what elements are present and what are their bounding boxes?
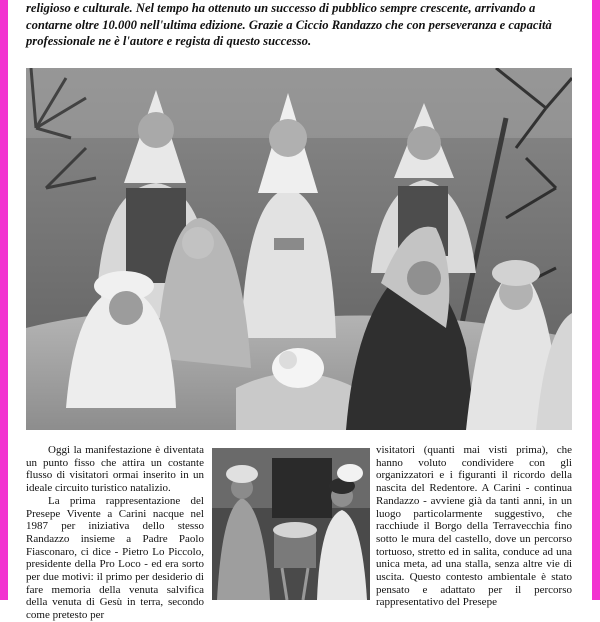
children-with-lambs-photo xyxy=(212,448,370,600)
intro-paragraph xyxy=(26,0,578,50)
intro-line: contarne oltre 10.000 nell'ultima edizione. Grazie a Ciccio Randazzo che con perseveranza e capacità xyxy=(26,17,552,32)
nativity-scene-photo xyxy=(26,68,572,430)
article-column-right xyxy=(376,444,572,609)
page-border-left xyxy=(0,0,8,600)
article-column-left xyxy=(26,444,204,622)
children-with-lambs-image xyxy=(212,448,370,600)
page-border-right xyxy=(592,0,600,600)
article-paragraph: La prima rappresentazione del Presepe Vivente a Carini nacque nel 1987 per iniziativa dello stesso Randazzo insieme a Padre Paolo Fiasconaro, ci dice - Pietro Lo Piccolo, presidente della Pro Loco - ed era sorto per due motivi: il primo per desiderio di fare memoria della venuta salvifica della venuta di Gesù in terra, secondo come pretesto per xyxy=(26,494,204,622)
intro-line: professionale ne è l'autore e regista di questo successo. xyxy=(26,34,312,48)
intro-line: religioso e culturale. Nel tempo ha ottenuto un successo di pubblico sempre crescente, arrivando a xyxy=(26,1,536,15)
article-paragraph: visitatori (quanti mai visti prima), che hanno voluto condividere con gli organizzatori e i figuranti il ricordo della nascita del Redentore. A Carini - continua Randazzo - avviene già da tanti anni, in un luogo particolarmente suggestivo, che racchiude il Borgo della Terravecchia fino sotto le mura del castello, dove un percorso tortuoso, stretto ed in salita, conduce ad una unica meta, ad una stalla, senza altre vie di uscita. Questo contesto ambientale è stato pensato e adattato per il percorso rappresentativo del Presepe xyxy=(376,444,572,609)
nativity-scene-image xyxy=(26,68,572,430)
article-paragraph: Oggi la manifestazione è diventata un punto fisso che attira un costante flusso di visitatori ormai inserito in un ideale circuito turistico natalizio. xyxy=(26,444,204,495)
